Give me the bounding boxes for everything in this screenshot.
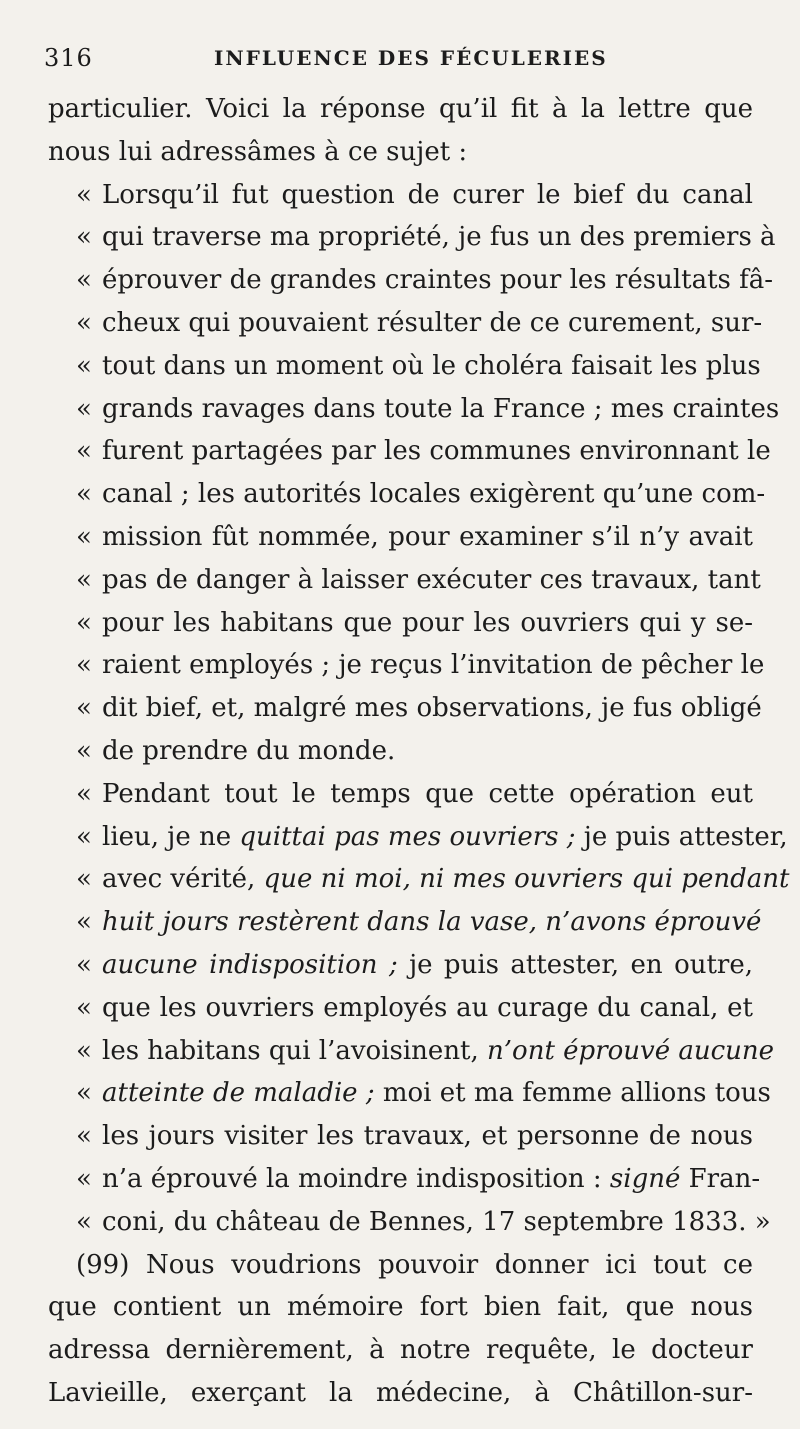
text-line	[48, 1115, 753, 1158]
line-text: n’a éprouvé la moindre indisposition :	[102, 1163, 610, 1194]
quote-mark: «	[76, 821, 92, 852]
page-number: 316	[44, 44, 93, 72]
text-line	[48, 516, 753, 559]
quote-mark: «	[76, 949, 92, 980]
line-text: Pendant tout le temps que cette opération eut	[102, 778, 753, 809]
body-text	[48, 88, 790, 1415]
line-text: je puis attester,	[575, 821, 788, 852]
italic-text: quittai pas mes ouvriers ;	[239, 821, 576, 852]
line-text: raient employés ; je reçus l’invitation de pêcher le	[102, 650, 765, 681]
quote-mark: «	[76, 222, 92, 253]
text-line	[48, 302, 763, 345]
text-line	[48, 987, 753, 1030]
text-line	[48, 388, 780, 431]
text-line	[48, 1030, 775, 1073]
text-line	[48, 1372, 753, 1415]
quote-mark: «	[76, 307, 92, 338]
italic-text: aucune indisposition ;	[102, 949, 398, 980]
quote-mark: «	[76, 735, 92, 766]
quote-mark: «	[76, 436, 92, 467]
line-text: je puis attester, en outre,	[397, 949, 753, 980]
text-line	[48, 816, 788, 859]
text-line	[48, 345, 761, 388]
quote-mark: «	[76, 650, 92, 681]
text-line	[48, 1201, 771, 1244]
quote-mark: «	[76, 992, 92, 1023]
quote-mark: «	[76, 1206, 92, 1237]
text-line	[48, 259, 774, 302]
text-line	[48, 644, 765, 687]
italic-text: signé	[609, 1163, 681, 1194]
line-text: tout dans un moment où le choléra faisait les plus	[102, 350, 761, 381]
italic-text: que ni moi, ni mes ouvriers qui pendant	[263, 864, 790, 895]
text-line	[48, 1244, 753, 1287]
quote-mark: «	[76, 393, 92, 424]
line-text: que les ouvriers employés au curage du canal, et	[102, 992, 753, 1023]
line-text: pour les habitans que pour les ouvriers qui y se-	[102, 607, 753, 638]
quote-mark: «	[76, 1163, 92, 1194]
line-text: de prendre du monde.	[102, 735, 396, 766]
text-line	[48, 216, 776, 259]
quote-mark: «	[76, 907, 92, 938]
line-text: pas de danger à laisser exécuter ces travaux, tant	[102, 564, 761, 595]
quote-mark: «	[76, 350, 92, 381]
line-text: dit bief, et, malgré mes observations, je fus obligé	[102, 693, 762, 724]
quote-mark: «	[76, 1035, 92, 1066]
line-text: qui traverse ma propriété, je fus un des premiers à	[102, 222, 776, 253]
text-line	[48, 559, 761, 602]
quote-mark: «	[76, 693, 92, 724]
text-line	[48, 944, 753, 987]
text-line	[48, 687, 762, 730]
text-line	[48, 602, 753, 645]
italic-text: huit jours restèrent dans la vase, n’avons éprouvé	[102, 907, 762, 938]
quote-mark: «	[76, 521, 92, 552]
text-line	[48, 88, 753, 131]
quote-mark: «	[76, 479, 92, 510]
line-text: moi et ma femme allions tous	[374, 1078, 771, 1109]
quote-mark: «	[76, 564, 92, 595]
text-line	[48, 858, 790, 901]
quote-mark: «	[76, 864, 92, 895]
line-text: les habitans qui l’avoisinent,	[102, 1035, 488, 1066]
line-text: grands ravages dans toute la France ; mes craintes	[102, 393, 780, 424]
line-text: Lavieille, exerçant la médecine, à Châtillon-sur-	[48, 1377, 753, 1408]
line-text: particulier. Voici la réponse qu’il fit à la lettre que	[48, 94, 753, 124]
text-line	[48, 131, 753, 174]
line-text: éprouver de grandes craintes pour les résultats fâ-	[102, 265, 774, 296]
line-text: avec vérité,	[102, 864, 264, 895]
line-text: coni, du château de Bennes, 17 septembre 1833. »	[102, 1206, 771, 1237]
line-text: Lorsqu’il fut question de curer le bief du canal	[102, 179, 753, 210]
line-text: adressa dernièrement, à notre requête, le docteur	[48, 1335, 753, 1366]
text-line	[48, 1286, 753, 1329]
line-text: furent partagées par les communes environnant le	[102, 436, 771, 467]
running-head: INFLUENCE DES FÉCULERIES	[214, 46, 608, 70]
line-text: lieu, je ne	[102, 821, 240, 852]
quote-mark: «	[76, 607, 92, 638]
line-text: nous lui adressâmes à ce sujet :	[48, 136, 468, 167]
line-text: canal ; les autorités locales exigèrent qu’une com-	[102, 479, 766, 510]
quote-mark: «	[76, 179, 92, 210]
text-line	[48, 1329, 753, 1372]
text-line	[48, 901, 762, 944]
italic-text: n’ont éprouvé aucune	[487, 1035, 775, 1066]
line-text: (99) Nous voudrions pouvoir donner ici tout ce	[76, 1249, 753, 1280]
line-text: les jours visiter les travaux, et personne de nous	[102, 1121, 753, 1152]
text-line	[48, 174, 753, 217]
line-text: cheux qui pouvaient résulter de ce curement, sur-	[102, 307, 763, 338]
text-line	[48, 1072, 771, 1115]
quote-mark: «	[76, 1078, 92, 1109]
text-line	[48, 1158, 761, 1201]
text-line	[48, 473, 766, 516]
line-text: Fran-	[680, 1163, 761, 1194]
quote-mark: «	[76, 1121, 92, 1152]
text-line	[48, 430, 771, 473]
quote-mark: «	[76, 778, 92, 809]
line-text: mission fût nommée, pour examiner s’il n’y avait	[102, 521, 753, 552]
quote-mark: «	[76, 265, 92, 296]
text-line	[48, 773, 753, 816]
text-line	[48, 730, 753, 773]
page-header	[44, 40, 764, 80]
italic-text: atteinte de maladie ;	[102, 1078, 375, 1109]
line-text: que contient un mémoire fort bien fait, que nous	[48, 1292, 753, 1323]
